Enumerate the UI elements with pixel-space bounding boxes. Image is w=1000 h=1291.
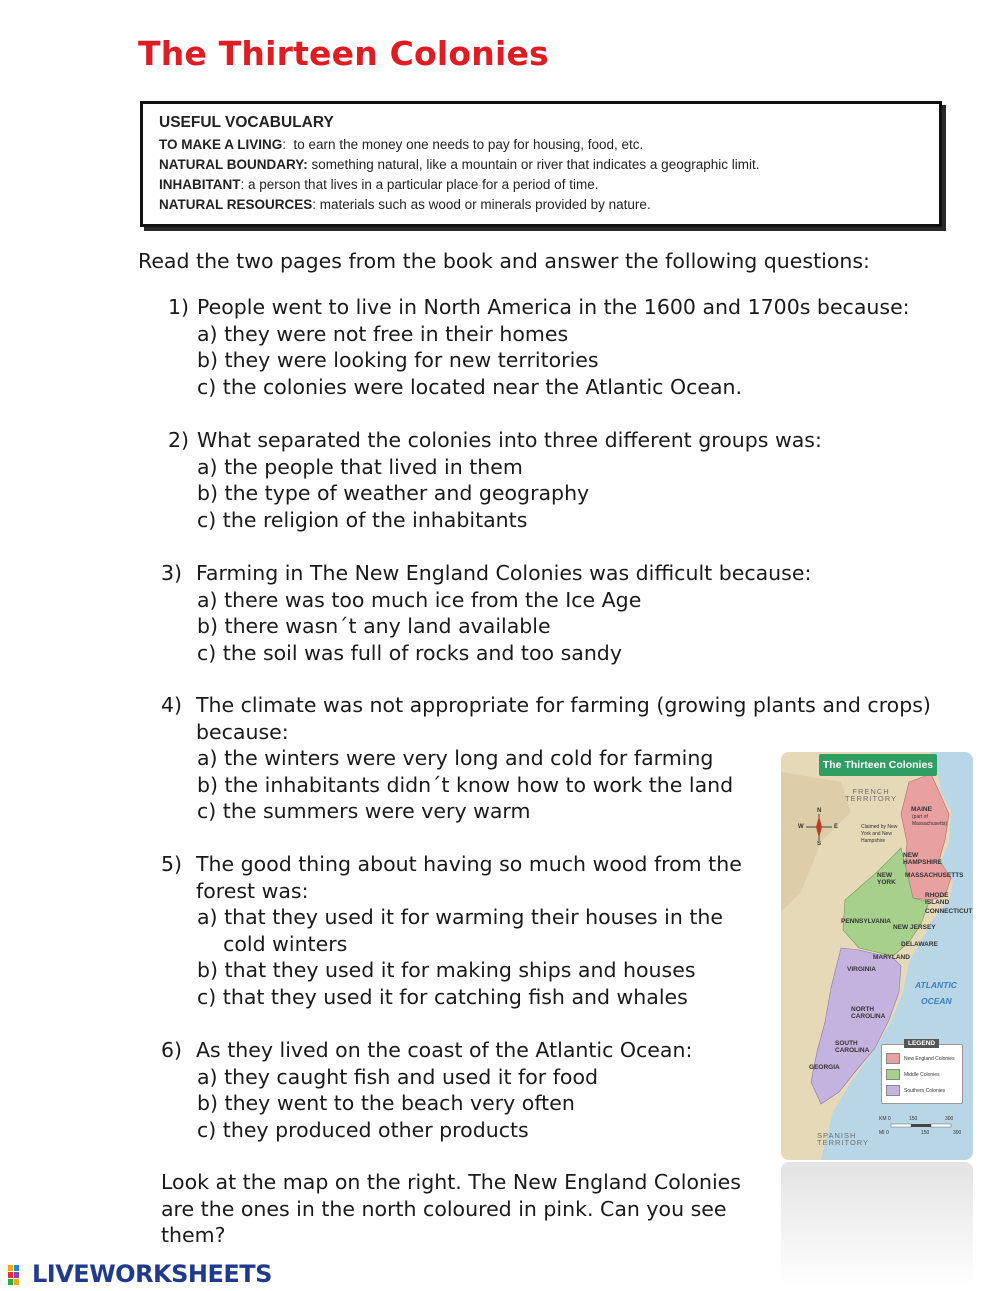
question-number: 6) <box>161 1038 183 1062</box>
vocab-definition: materials such as wood or minerals provided by nature. <box>316 197 651 212</box>
legend-label: Middle Colonies <box>904 1071 940 1078</box>
answer-option-b[interactable]: b) there wasn´t any land available <box>197 614 551 638</box>
compass-n: N <box>817 808 822 814</box>
answer-option-b[interactable]: b) the type of weather and geography <box>197 481 590 505</box>
answer-option-b[interactable]: b) the inhabitants didn´t know how to work the land <box>197 772 734 797</box>
legend-title: LEGEND <box>904 1039 939 1048</box>
vocab-term: INHABITANT <box>159 177 241 192</box>
question-number: 3) <box>161 561 183 585</box>
map-label-virginia: VIRGINIA <box>847 966 876 973</box>
map-label-new-york: NEW YORK <box>877 872 896 886</box>
scale-km-end: 300 <box>945 1116 954 1122</box>
vocab-definition: something natural, like a mountain or river that indicates a geographic limit. <box>307 157 760 172</box>
map-label-french-territory: FRENCH TERRITORY <box>844 787 898 803</box>
question-number: 4) <box>161 693 183 717</box>
vocab-item <box>159 175 939 195</box>
legend-swatch-new-england <box>886 1053 900 1064</box>
scale-km-label: KM 0 <box>879 1116 891 1122</box>
legend-label: Southern Colonies <box>904 1087 946 1094</box>
answer-option-b[interactable]: b) that they used it for making ships and houses <box>197 958 696 982</box>
map-label-massachusetts: MASSACHUSETTS <box>905 872 964 879</box>
map-label-ocean: OCEAN <box>921 996 952 1006</box>
question-number: 1) <box>168 295 190 319</box>
compass-s: S <box>817 841 822 847</box>
answer-option-a-continued[interactable]: cold winters <box>197 931 348 956</box>
map-label-south-carolina: SOUTH CAROLINA <box>835 1040 870 1054</box>
scale-mi-mid: 150 <box>921 1130 930 1136</box>
vocab-separator: : <box>240 177 245 192</box>
answer-option-a[interactable]: a) they caught fish and used it for food <box>197 1064 599 1089</box>
compass-w: W <box>798 824 804 830</box>
answer-option-c[interactable]: c) the summers were very warm <box>197 799 531 823</box>
answer-option-a[interactable]: a) that they used it for warming their houses in the <box>197 905 724 929</box>
scale-km-mid: 150 <box>909 1116 918 1122</box>
scale-bar <box>891 1124 951 1127</box>
closing-line: Look at the map on the right. The New England Colonies <box>161 1170 741 1194</box>
map-label-maryland: MARYLAND <box>873 954 910 961</box>
answer-option-c[interactable]: c) the religion of the inhabitants <box>197 507 528 532</box>
closing-line: them? <box>161 1223 226 1247</box>
answer-option-c[interactable]: c) that they used it for catching fish and whales <box>197 984 688 1009</box>
map-label-spanish-territory: SPANISH TERRITORY <box>817 1131 870 1147</box>
legend-item <box>886 1085 945 1096</box>
vocabulary-box <box>140 101 942 227</box>
map-label-rhode-island: RHODE ISLAND <box>925 892 950 906</box>
legend-swatch-southern <box>886 1085 900 1096</box>
compass-e: E <box>834 824 839 830</box>
answer-option-c[interactable]: c) the colonies were located near the Atlantic Ocean. <box>197 374 743 399</box>
scale-mi-label: MI 0 <box>879 1130 889 1136</box>
map-note-maine: (part of Massachusetts) <box>912 814 948 827</box>
question-text: What separated the colonies into three different groups was: <box>197 428 822 452</box>
vocab-item <box>159 195 939 215</box>
answer-option-a[interactable]: a) there was too much ice from the Ice Age <box>197 587 642 612</box>
page-title: The Thirteen Colonies <box>138 34 549 73</box>
logo-text: LIVEWORKSHEETS <box>32 1260 272 1288</box>
answer-option-b[interactable]: b) they went to the beach very often <box>197 1091 575 1115</box>
instructions: Read the two pages from the book and answer the following questions: <box>138 249 870 273</box>
answer-option-a[interactable]: a) the people that lived in them <box>197 454 523 479</box>
vocab-term: NATURAL BOUNDARY: <box>159 157 308 172</box>
liveworksheets-logo-icon <box>8 1263 30 1285</box>
question-number: 5) <box>161 852 183 876</box>
map-label-new-jersey: NEW JERSEY <box>893 924 936 931</box>
question-text-continued: forest was: <box>196 878 309 903</box>
map-legend <box>881 1040 963 1104</box>
map-label-new-hampshire: NEW HAMPSHIRE <box>903 852 943 866</box>
map-label-pennsylvania: PENNSYLVANIA <box>841 918 891 925</box>
legend-swatch-middle <box>886 1069 900 1080</box>
map-note-claimed: Claimed by New York and New Hampshire <box>861 824 898 844</box>
legend-label: New England Colonies <box>904 1055 955 1062</box>
question-text: As they lived on the coast of the Atlantic Ocean: <box>196 1038 693 1062</box>
question-text: The climate was not appropriate for farming (growing plants and crops) <box>196 693 931 717</box>
vocab-separator: : <box>312 197 317 212</box>
colonies-map <box>781 752 973 1160</box>
map-label-delaware: DELAWARE <box>901 941 938 948</box>
map-label-georgia: GEORGIA <box>809 1064 840 1071</box>
answer-option-c[interactable]: c) the soil was full of rocks and too sandy <box>197 640 622 665</box>
vocab-item <box>159 155 939 175</box>
map-reflection <box>781 1162 973 1288</box>
vocab-term: TO MAKE A LIVING <box>159 137 283 152</box>
answer-option-c[interactable]: c) they produced other products <box>197 1117 529 1142</box>
vocab-item <box>159 135 939 155</box>
map-title: The Thirteen Colonies <box>819 754 937 776</box>
question-text: Farming in The New England Colonies was difficult because: <box>196 561 812 585</box>
legend-item <box>886 1053 955 1064</box>
answer-option-b[interactable]: b) they were looking for new territories <box>197 348 599 372</box>
closing-line: are the ones in the north coloured in pink. Can you see <box>161 1196 727 1221</box>
vocab-term: NATURAL RESOURCES <box>159 197 313 212</box>
vocabulary-heading: USEFUL VOCABULARY <box>159 114 334 131</box>
question-text: People went to live in North America in the 1600 and 1700s because: <box>197 295 910 319</box>
map-label-connecticut: CONNECTICUT <box>925 908 973 915</box>
vocab-definition: to earn the money one needs to pay for housing, food, etc. <box>286 137 644 152</box>
map-label-maine: MAINE <box>911 806 932 813</box>
answer-option-a[interactable]: a) they were not free in their homes <box>197 321 569 346</box>
vocab-definition: a person that lives in a particular place for a period of time. <box>244 177 599 192</box>
vocab-separator: : <box>282 137 287 152</box>
question-number: 2) <box>168 428 190 452</box>
scale-mi-end: 300 <box>953 1130 962 1136</box>
answer-option-a[interactable]: a) the winters were very long and cold for farming <box>197 746 714 770</box>
question-text-continued: because: <box>196 719 289 744</box>
legend-item <box>886 1069 940 1080</box>
map-label-north-carolina: NORTH CAROLINA <box>851 1006 886 1020</box>
map-label-atlantic: ATLANTIC <box>915 980 957 990</box>
question-text: The good thing about having so much wood from the <box>196 852 742 876</box>
